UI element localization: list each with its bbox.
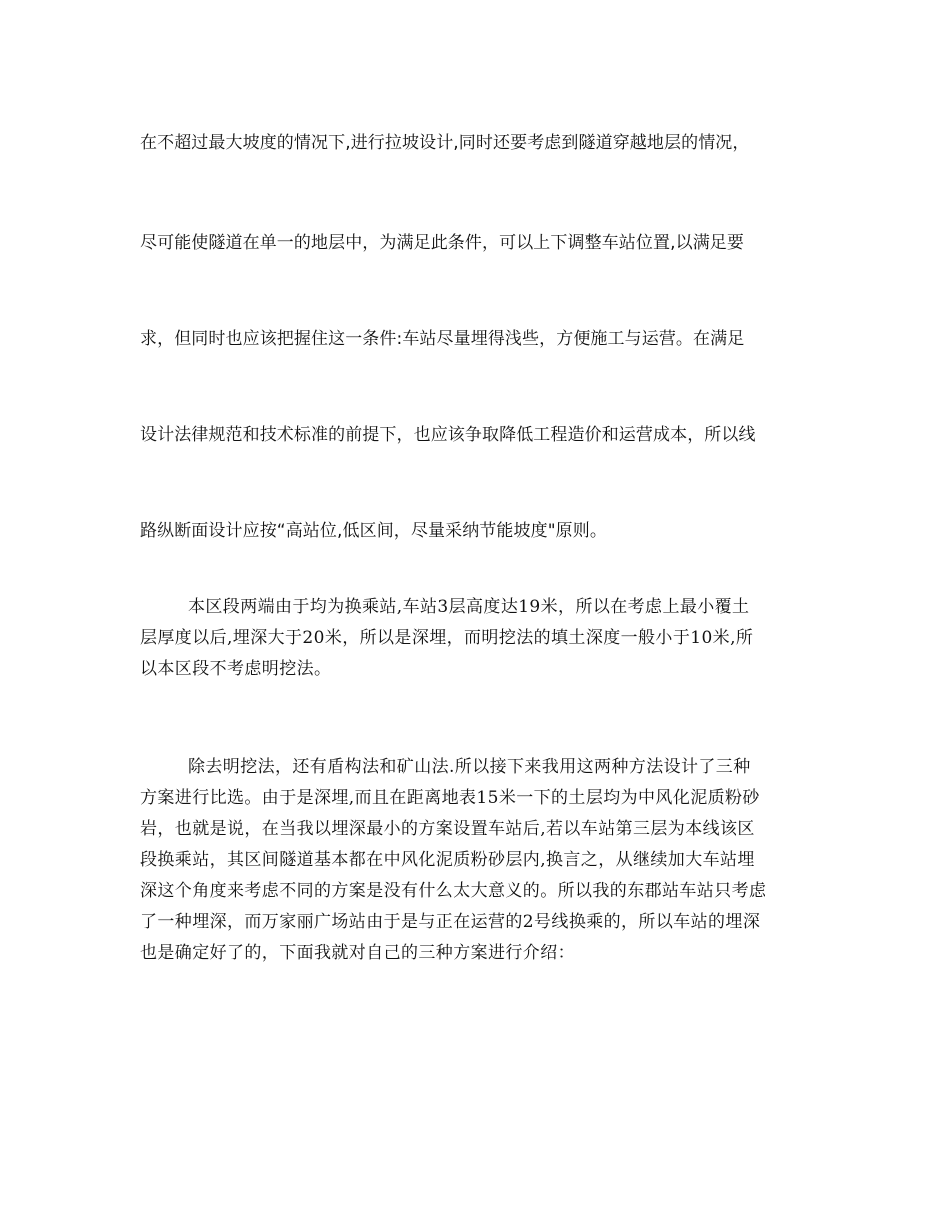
text-line: 方案进行比选。由于是深埋,而且在距离地表15米一下的土层均为中风化泥质粉砂 xyxy=(140,788,760,808)
text-line: 除去明挖法，还有盾构法和矿山法.所以接下来我用这两种方法设计了三种 xyxy=(188,757,751,777)
text-line: 层厚度以后,埋深大于20米，所以是深埋，而明挖法的填土深度一般小于10米,所 xyxy=(140,628,754,648)
paragraph-2 xyxy=(140,592,812,685)
text-line: 求，但同时也应该把握住这一条件:车站尽量埋得浅些，方便施工与运营。在满足 xyxy=(140,329,745,349)
text-line: 本区段两端由于均为换乘站,车站3层高度达19米，所以在考虑上最小覆土 xyxy=(188,597,750,617)
text-line: 路纵断面设计应按“高站位,低区间，尽量采纳节能坡度"原则。 xyxy=(140,521,607,541)
text-line: 了一种埋深，而万家丽广场站由于是与正在运营的2号线换乘的，所以车站的埋深 xyxy=(140,912,761,932)
text-line: 段换乘站，其区间隧道基本都在中风化泥质粉砂层内,换言之，从继续加大车站埋 xyxy=(140,850,755,870)
text-line: 尽可能使隧道在单一的地层中，为满足此条件，可以上下调整车站位置,以满足要 xyxy=(140,233,745,253)
paragraph-3 xyxy=(140,752,812,969)
text-line: 深这个角度来考虑不同的方案是没有什么太大意义的。所以我的东郡站车站只考虑 xyxy=(140,881,767,901)
text-line: 设计法律规范和技术标准的前提下，也应该争取降低工程造价和运营成本，所以线 xyxy=(140,425,756,445)
text-line: 也是确定好了的，下面我就对自己的三种方案进行介绍： xyxy=(140,943,575,963)
text-line: 在不超过最大坡度的情况下,进行拉坡设计,同时还要考虑到隧道穿越地层的情况， xyxy=(140,133,750,153)
text-line: 岩，也就是说，在当我以埋深最小的方案设置车站后,若以车站第三层为本线该区 xyxy=(140,819,755,839)
text-line: 以本区段不考虑明挖法。 xyxy=(140,659,332,679)
